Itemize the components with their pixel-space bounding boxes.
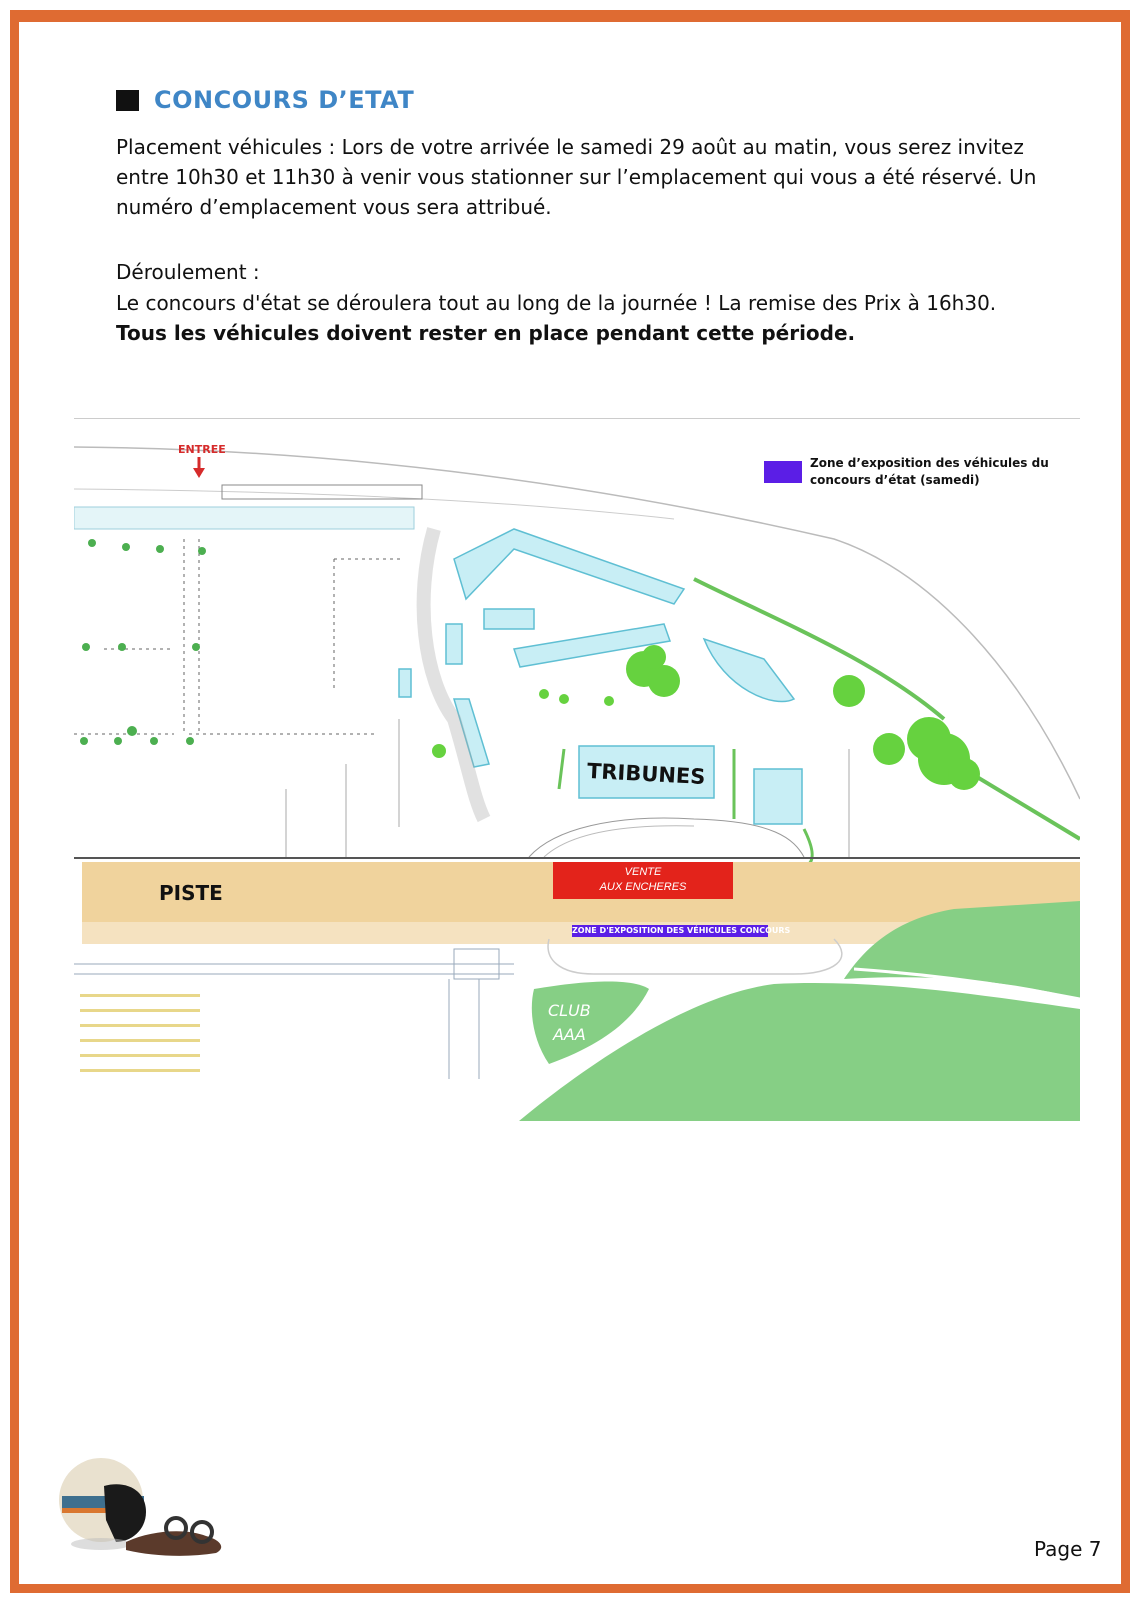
entree-arrow-icon <box>192 457 206 479</box>
placement-paragraph: Placement véhicules : Lors de votre arrivée le samedi 29 août au matin, vous serez invitez entre 10h30 et 11h30 à venir vous stationner sur l’emplacement qui vous a été réservé. Un numéro d’emplacement vous sera attribué. <box>116 135 1037 219</box>
club-line1: CLUB <box>548 1001 591 1020</box>
deroulement-bold-text: Tous les véhicules doivent rester en place pendant cette période. <box>116 321 856 345</box>
zone-exposition-band: ZONE D'EXPOSITION DES VÉHICULES CONCOURS <box>572 926 791 935</box>
deroulement-text: Le concours d'état se déroulera tout au long de la journée ! La remise des Prix à 16h30. <box>116 291 997 315</box>
entree-label: ENTREE <box>178 443 226 456</box>
page-number: Page 7 <box>1034 1537 1102 1561</box>
site-map <box>74 418 1080 1129</box>
legend-text: Zone d’exposition des véhicules du concours d’état (samedi) <box>810 456 1049 487</box>
section-title: CONCOURS D’ETAT <box>154 86 415 114</box>
heading-square-icon <box>116 90 139 111</box>
piste-label: PISTE <box>159 881 223 905</box>
vente-line2: AUX ENCHERES <box>599 881 687 893</box>
vente-aux-encheres-zone <box>553 862 733 899</box>
club-line2: AAA <box>552 1025 586 1044</box>
helmet-gloves-image <box>56 1450 236 1560</box>
section-heading <box>116 86 414 114</box>
deroulement-label: Déroulement : <box>116 260 260 284</box>
legend-swatch <box>764 461 802 483</box>
tribunes-label: TRIBUNES <box>586 758 706 790</box>
club-aaa-label <box>548 999 591 1047</box>
vente-line1: VENTE <box>624 866 662 878</box>
